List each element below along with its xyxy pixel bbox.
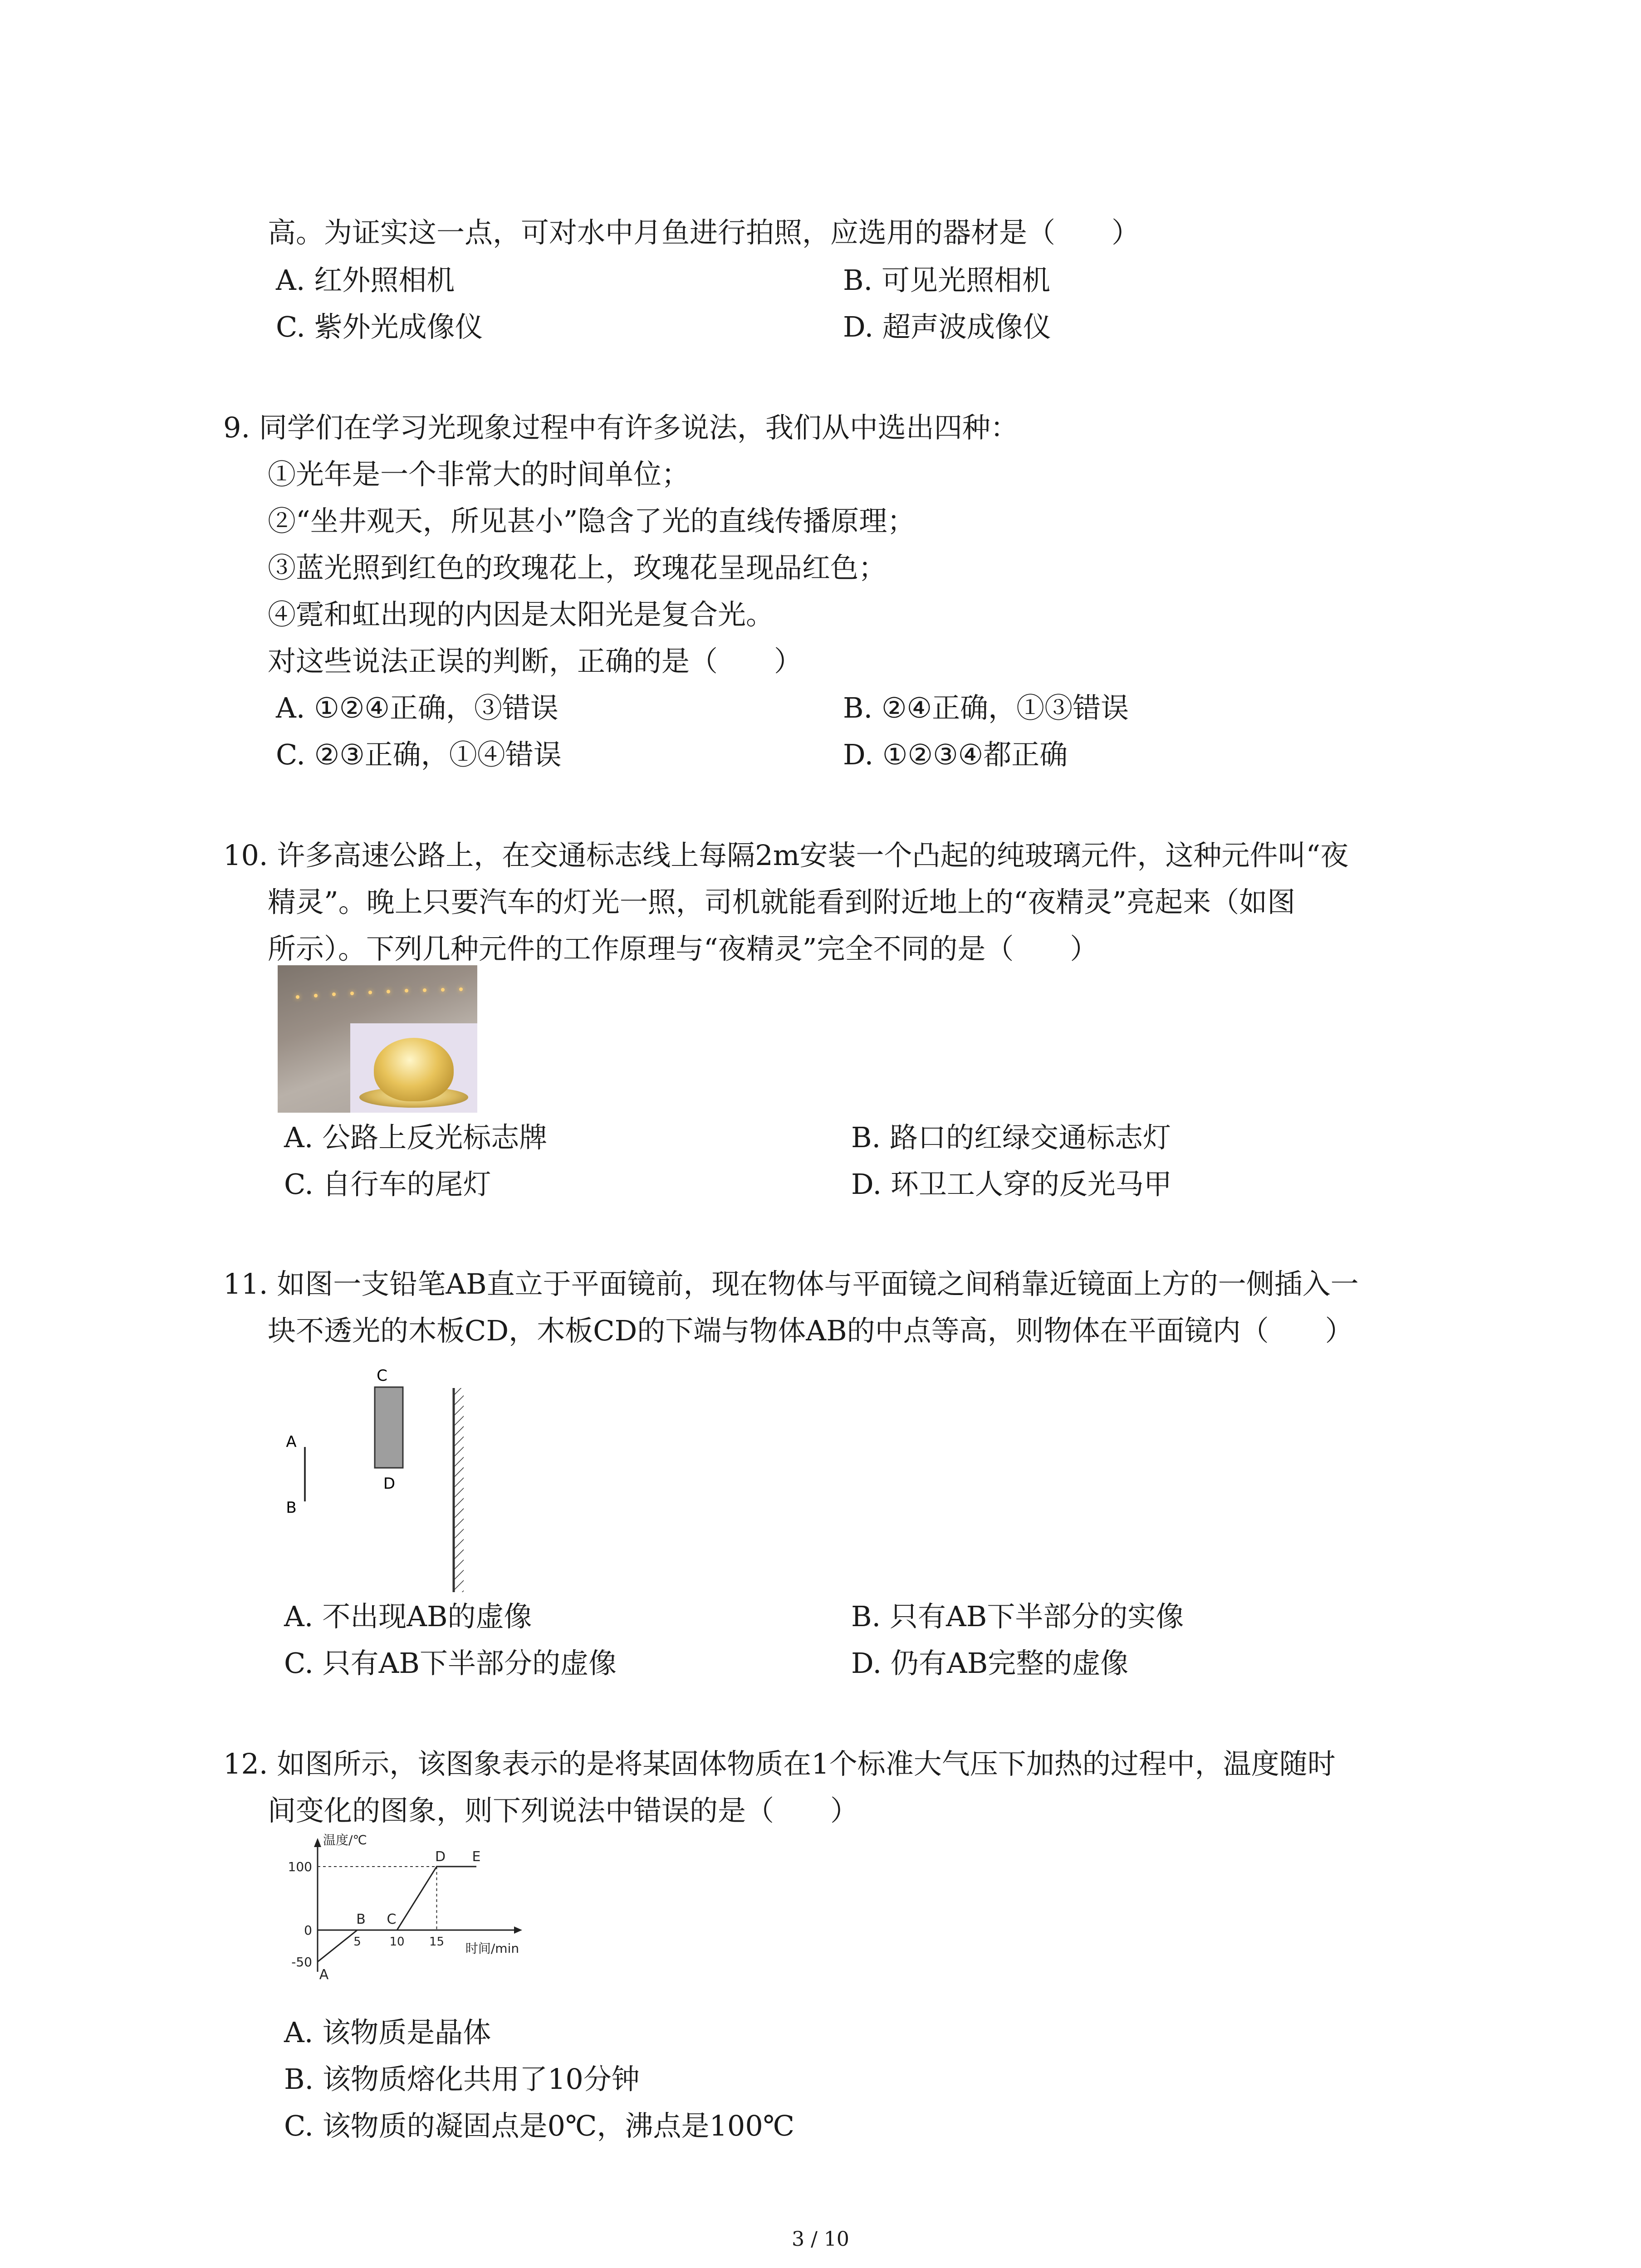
q9-statement-4: ④霓和虹出现的内因是太阳光是复合光。	[268, 598, 774, 631]
x-tick-5: 5	[353, 1935, 361, 1949]
page-number: 3 / 10	[792, 2228, 849, 2251]
q12-stem-line-2: 间变化的图象，则下列说法中错误的是（ ）	[268, 1794, 859, 1827]
board-cd	[375, 1387, 403, 1468]
q9-option-b: B. ②④正确，①③错误	[843, 691, 1129, 724]
q9-statement-1: ①光年是一个非常大的时间单位；	[268, 458, 690, 491]
q9-statement-2: ②“坐井观天，所见甚小”隐含了光的直线传播原理；	[268, 504, 916, 538]
q11-option-a: A. 不出现AB的虚像	[284, 1600, 532, 1633]
label-b: B	[286, 1499, 297, 1517]
q10-option-a: A. 公路上反光标志牌	[284, 1121, 548, 1154]
x-tick-10: 10	[389, 1935, 405, 1949]
mirror-diagram	[272, 1361, 481, 1601]
q11-option-b: B. 只有AB下半部分的实像	[851, 1600, 1184, 1633]
q8-option-a: A. 红外照相机	[276, 264, 455, 297]
q11-option-d: D. 仍有AB完整的虚像	[851, 1647, 1129, 1680]
q11-stem-line-1: 11. 如图一支铅笔AB直立于平面镜前，现在物体与平面镜之间稍靠近镜面上方的一侧插入一	[223, 1267, 1359, 1300]
y-tick-100: 100	[288, 1859, 312, 1874]
point-label-c: C	[387, 1911, 397, 1927]
q10-stem-line-1: 10. 许多高速公路上，在交通标志线上每隔2m安装一个凸起的纯玻璃元件，这种元件叫“夜	[223, 839, 1349, 872]
origin-label: 0	[304, 1923, 312, 1938]
q10-stem-line-3: 所示）。下列几种元件的工作原理与“夜精灵”完全不同的是（ ）	[268, 932, 1098, 965]
reflector-dome	[374, 1038, 454, 1101]
point-label-d: D	[435, 1849, 446, 1865]
x-axis-label: 时间/min	[465, 1941, 519, 1956]
q9-stem: 9. 同学们在学习光现象过程中有许多说法，我们从中选出四种：	[223, 411, 1019, 444]
y-axis-arrow	[314, 1838, 321, 1847]
q9-option-c: C. ②③正确，①④错误	[276, 738, 562, 771]
q11-option-c: C. 只有AB下半部分的虚像	[284, 1647, 617, 1680]
q12-stem-line-1: 12. 如图所示，该图象表示的是将某固体物质在1个标准大气压下加热的过程中，温度随时	[223, 1747, 1336, 1780]
q8-stem-tail: 高。为证实这一点，可对水中月鱼进行拍照，应选用的器材是（ ）	[268, 216, 1140, 249]
label-d: D	[383, 1475, 396, 1493]
q9-option-d: D. ①②③④都正确	[843, 738, 1068, 771]
point-label-b: B	[356, 1911, 366, 1927]
point-label-e: E	[472, 1849, 481, 1865]
night-elf-photo	[278, 965, 477, 1113]
y-axis-label: 温度/℃	[323, 1833, 367, 1848]
mirror-hatching	[455, 1388, 464, 1592]
q10-option-c: C. 自行车的尾灯	[284, 1168, 491, 1201]
point-label-a: A	[319, 1967, 329, 1983]
q8-option-b: B. 可见光照相机	[843, 264, 1050, 297]
q12-option-c: C. 该物质的凝固点是0℃，沸点是100℃	[284, 2109, 795, 2142]
q12-option-a: A. 该物质是晶体	[284, 2016, 491, 2049]
y-tick-neg50: -50	[291, 1955, 312, 1970]
q9-option-a: A. ①②④正确，③错误	[276, 691, 558, 724]
q8-option-c: C. 紫外光成像仪	[276, 310, 483, 343]
x-tick-15: 15	[429, 1935, 445, 1949]
q8-option-d: D. 超声波成像仪	[843, 310, 1051, 343]
q10-option-d: D. 环卫工人穿的反光马甲	[851, 1168, 1172, 1201]
x-axis-arrow	[514, 1926, 522, 1934]
road-lights	[278, 986, 477, 1004]
label-c: C	[377, 1367, 387, 1385]
q11-stem-line-2: 块不透光的木板CD，木板CD的下端与物体AB的中点等高，则物体在平面镜内（ ）	[268, 1314, 1353, 1347]
q10-stem-line-2: 精灵”。晚上只要汽车的灯光一照，司机就能看到附近地上的“夜精灵”亮起来（如图	[268, 885, 1296, 919]
label-a: A	[286, 1433, 297, 1451]
q10-option-b: B. 路口的红绿交通标志灯	[851, 1121, 1171, 1154]
q9-statement-3: ③蓝光照到红色的玫瑰花上，玫瑰花呈现品红色；	[268, 551, 887, 584]
q12-option-b: B. 该物质熔化共用了10分钟	[284, 2063, 640, 2096]
q9-question: 对这些说法正误的判断，正确的是（ ）	[268, 645, 803, 678]
temperature-time-graph	[281, 1833, 563, 1987]
